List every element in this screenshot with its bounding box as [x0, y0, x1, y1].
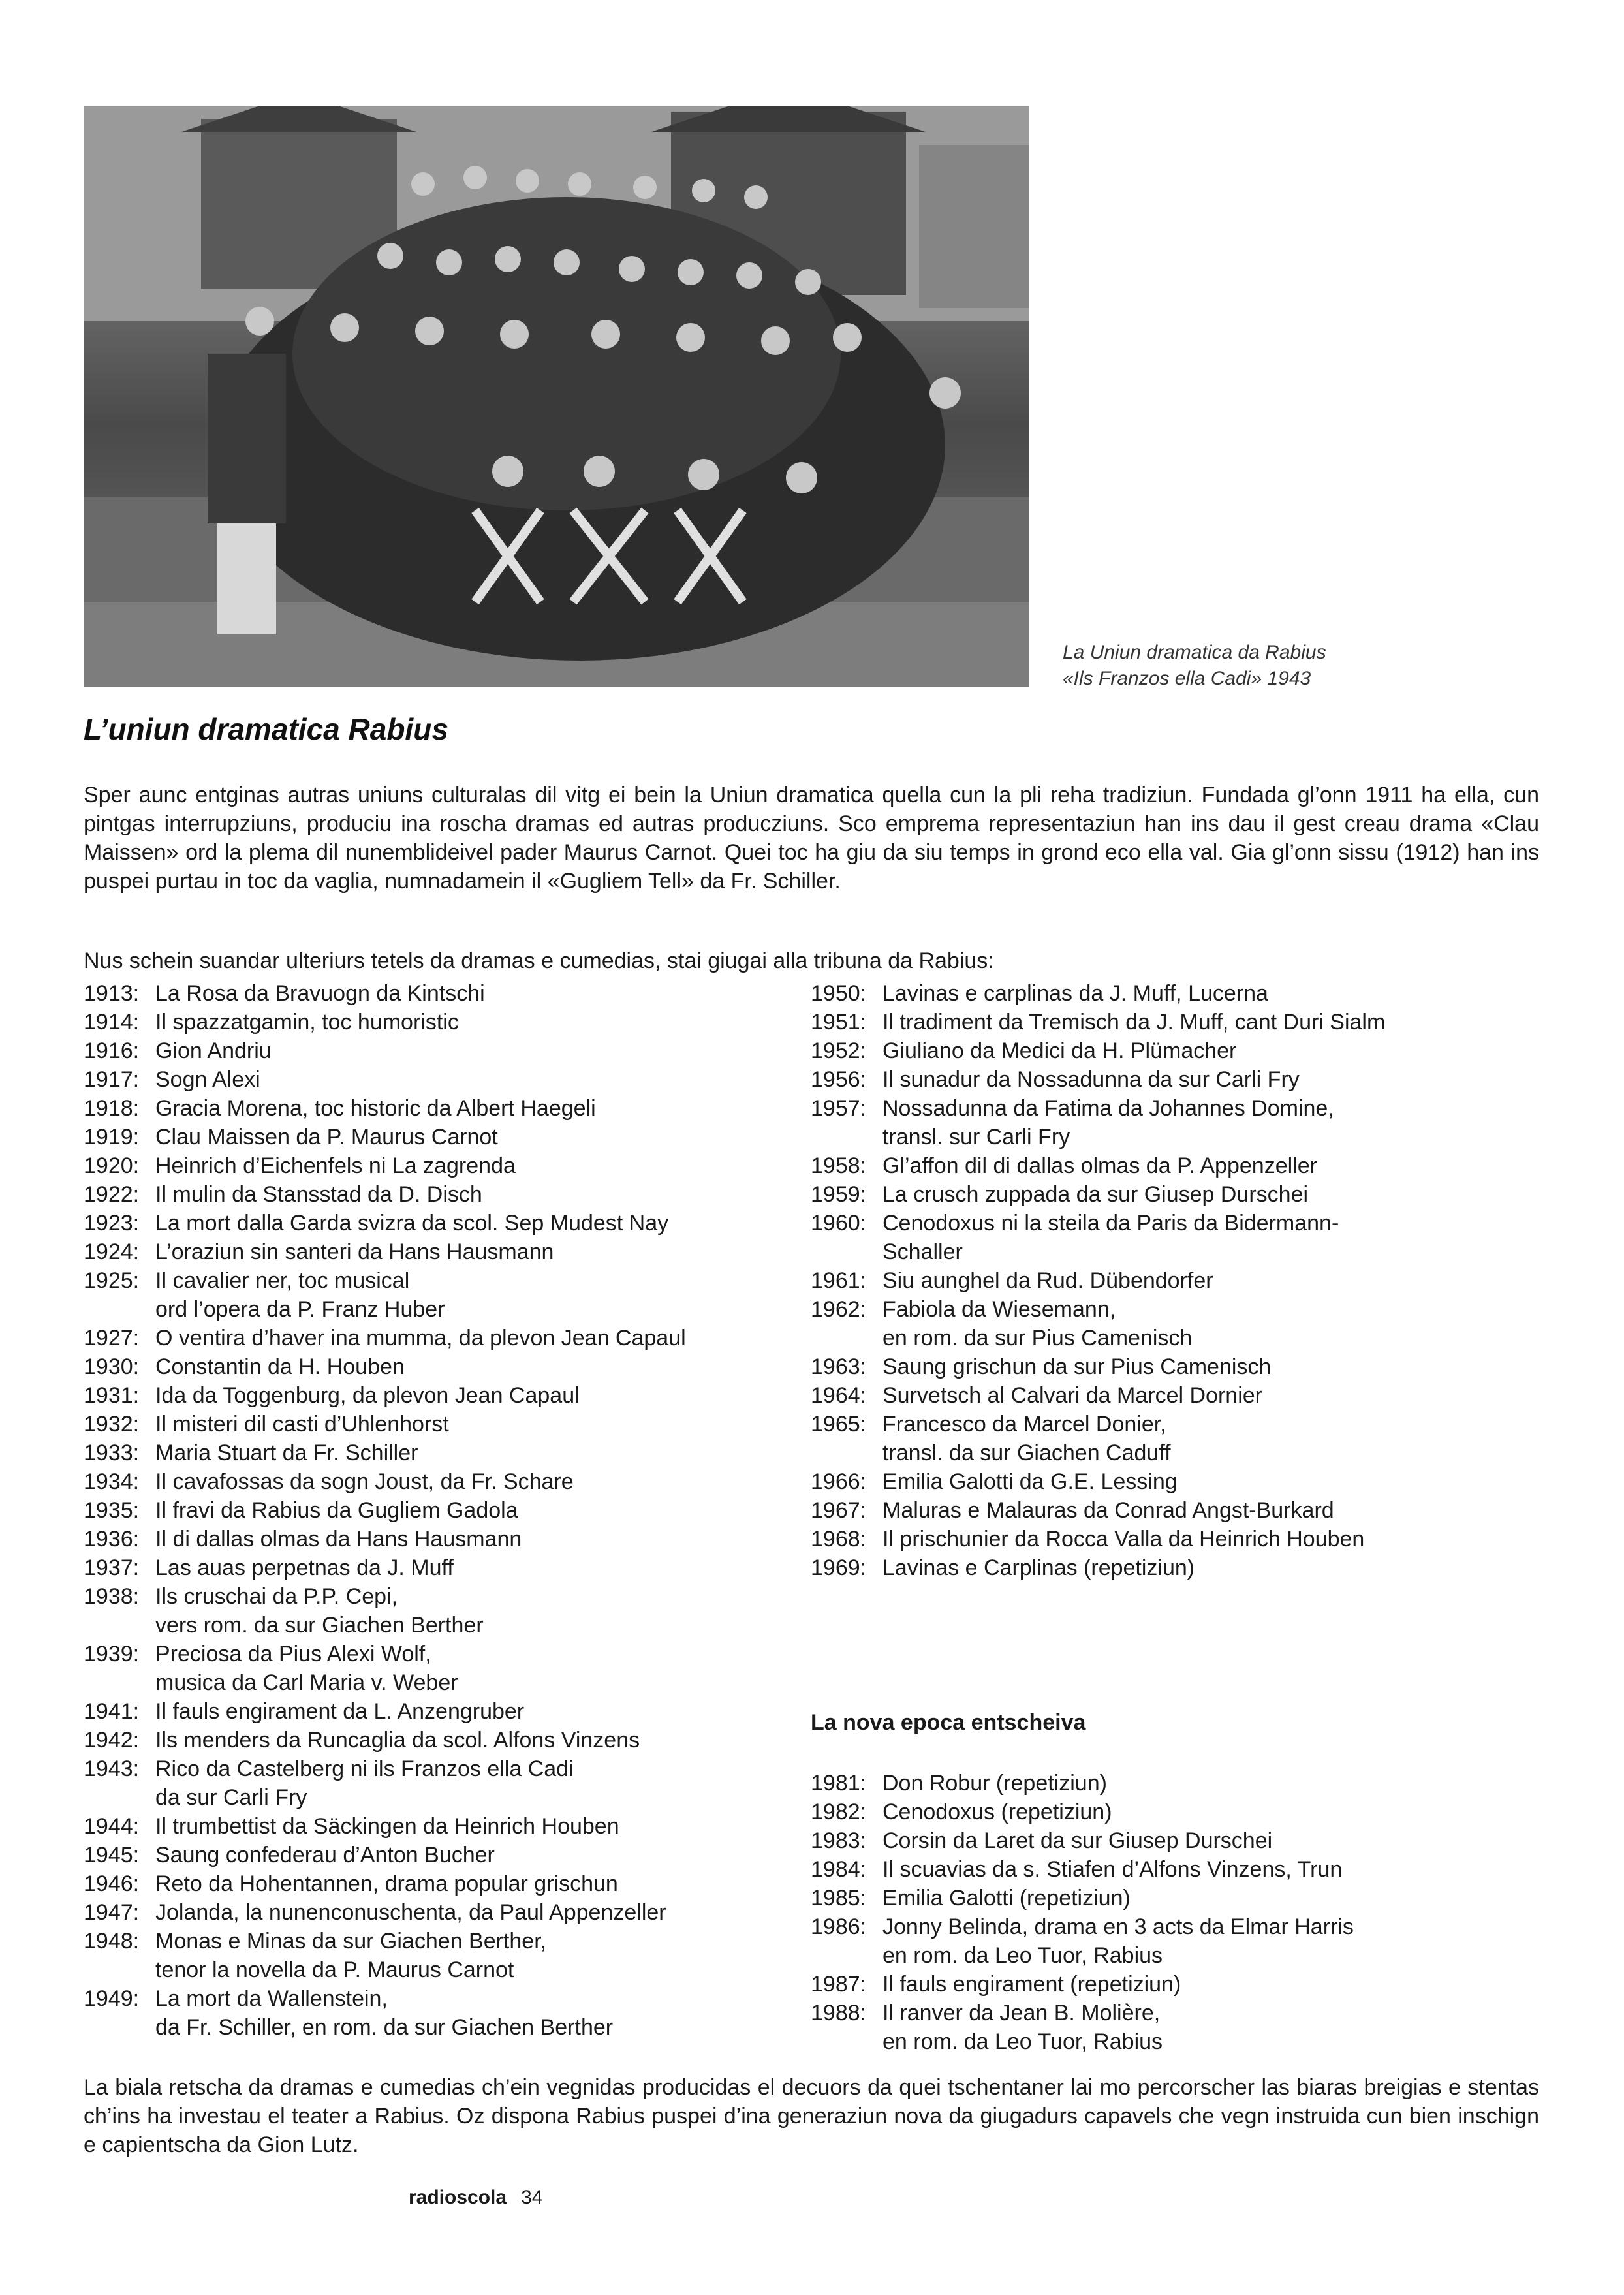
list-item [84, 1352, 795, 1381]
list-item-title [882, 1381, 1262, 1410]
list-item-line: Preciosa da Pius Alexi Wolf, [155, 1642, 431, 1666]
list-item-year: 1950: [811, 981, 867, 1006]
list-item-title [882, 1180, 1308, 1209]
list-item-line: Il fauls engirament (repetiziun) [882, 1972, 1181, 1997]
list-item-title [155, 1812, 619, 1841]
list-item-year: 1949: [84, 1986, 140, 2011]
list-item-line: Il cavafossas da sogn Joust, da Fr. Schare [155, 1469, 574, 1494]
list-item-year: 1963: [811, 1354, 867, 1379]
list-item-line: Saung confederau d’Anton Bucher [155, 1843, 495, 1867]
list-item-title [155, 1410, 449, 1439]
list-item-line: transl. da sur Giachen Caduff [882, 1441, 1171, 1465]
list-item-line: Ida da Toggenburg, da plevon Jean Capaul [155, 1383, 580, 1408]
list-item-line: transl. sur Carli Fry [882, 1125, 1070, 1149]
list-item-title [155, 1640, 458, 1697]
list-item-year: 1951: [811, 1010, 867, 1035]
new-era-heading: La nova epoca entscheiva [811, 1710, 1086, 1735]
list-item-title [155, 1726, 640, 1755]
list-item [84, 1151, 795, 1180]
list-item-title [882, 1295, 1192, 1352]
list-item-year: 1927: [84, 1326, 140, 1350]
list-item-year: 1959: [811, 1182, 867, 1207]
list-item-line: Giuliano da Medici da H. Plümacher [882, 1038, 1237, 1063]
list-item-line: Las auas perpetnas da J. Muff [155, 1555, 454, 1580]
intro-lead-in: Nus schein suandar ulteriurs tetels da dramas e cumedias, stai giugai alla tribuna da Rabius: [84, 948, 994, 973]
list-item-title [155, 1065, 260, 1094]
list-item [84, 1209, 795, 1238]
list-item-line: Il prischunier da Rocca Valla da Heinrich Houben [882, 1527, 1365, 1552]
list-item-line: Rico da Castelberg ni ils Franzos ella Cadi [155, 1756, 574, 1781]
list-item [811, 1553, 1561, 1582]
list-item-title [882, 1553, 1195, 1582]
list-item-year: 1969: [811, 1555, 867, 1580]
list-item-line: da sur Carli Fry [155, 1785, 307, 1810]
list-item [84, 1123, 795, 1151]
list-item [811, 1266, 1561, 1295]
list-item-line: en rom. da Leo Tuor, Rabius [882, 1943, 1163, 1968]
list-item-year: 1934: [84, 1469, 140, 1494]
list-item [811, 1884, 1561, 1912]
list-item-line: Nossadunna da Fatima da Johannes Domine, [882, 1096, 1334, 1121]
list-item [84, 1984, 795, 2042]
list-item-year: 1935: [84, 1498, 140, 1523]
list-item-year: 1933: [84, 1441, 140, 1465]
intro-paragraph: Sper aunc entginas autras uniuns culturalas dil vitg ei bein la Uniun dramatica quella cun la pli reha tradiziun. Fundada gl’onn 1911 ha ella, cun pintgas interrupziuns, produciu ina roscha dramas ed autras producziuns. Sco emprema representaziun han ins dau il gest creau drama «Clau Maissen» ord la plema dil nunemblideivel pader Maurus Carnot. Quei toc ha giu da siu temps in grond eco ella val. Gia gl’onn sissu (1912) han ins puspei purtau in toc da vaglia, numnadamein il «Gugliem Tell» da Fr. Schiller. [84, 783, 1539, 894]
list-item-title [155, 1439, 418, 1467]
list-item-year: 1965: [811, 1412, 867, 1437]
list-item-year: 1988: [811, 2001, 867, 2025]
list-item-line: tenor la novella da P. Maurus Carnot [155, 1958, 514, 1982]
list-item-title [155, 1553, 454, 1582]
list-item-year: 1961: [811, 1268, 867, 1293]
list-item-title [155, 1467, 574, 1496]
list-item-line: Survetsch al Calvari da Marcel Dornier [882, 1383, 1262, 1408]
list-item-year: 1913: [84, 981, 140, 1006]
list-item-title [155, 1869, 618, 1898]
list-item [84, 1553, 795, 1582]
list-item-line: Il scuavias da s. Stiafen d’Alfons Vinzens, Trun [882, 1857, 1343, 1882]
list-item-line: Reto da Hohentannen, drama popular grischun [155, 1871, 618, 1896]
list-item-line: Cenodoxus (repetiziun) [882, 1800, 1112, 1824]
list-item [84, 1410, 795, 1439]
list-item-title [155, 1094, 596, 1123]
list-item-title [882, 1209, 1339, 1266]
list-item-year: 1914: [84, 1010, 140, 1035]
list-item-year: 1968: [811, 1527, 867, 1552]
footer-brand: radioscola [409, 2187, 507, 2208]
list-item-title [882, 1037, 1236, 1065]
list-item-line: Gion Andriu [155, 1038, 272, 1063]
list-item [811, 1410, 1561, 1467]
page-number: 34 [521, 2187, 543, 2208]
list-item-title [155, 1582, 484, 1640]
list-item-year: 1941: [84, 1699, 140, 1724]
list-item-line: Monas e Minas da sur Giachen Berther, [155, 1929, 547, 1954]
list-item [811, 1525, 1561, 1553]
list-item [84, 1755, 795, 1812]
list-item-title [155, 1525, 522, 1553]
list-item-title [155, 1123, 498, 1151]
list-item-line: Schaller [882, 1240, 963, 1264]
list-item-year: 1920: [84, 1153, 140, 1178]
list-item [811, 1381, 1561, 1410]
list-item-year: 1986: [811, 1914, 867, 1939]
list-item-line: Il fravi da Rabius da Gugliem Gadola [155, 1498, 518, 1523]
list-item-year: 1982: [811, 1800, 867, 1824]
list-item [84, 979, 795, 1008]
list-item-line: Constantin da H. Houben [155, 1354, 405, 1379]
list-item-year: 1958: [811, 1153, 867, 1178]
list-item-line: musica da Carl Maria v. Weber [155, 1670, 458, 1695]
list-item [84, 1008, 795, 1037]
list-item-line: en rom. da Leo Tuor, Rabius [882, 2029, 1163, 2054]
list-item-title [155, 1381, 580, 1410]
list-item [811, 1970, 1561, 1999]
list-item-line: Il mulin da Stansstad da D. Disch [155, 1182, 482, 1207]
list-item [811, 1295, 1561, 1352]
list-item [811, 1769, 1561, 1798]
plays-list-left [84, 979, 795, 2042]
list-item-title [882, 1999, 1163, 2056]
list-item-title [155, 1927, 546, 1984]
list-item-line: Gl’affon dil di dallas olmas da P. Appenzeller [882, 1153, 1317, 1178]
list-item-year: 1987: [811, 1972, 867, 1997]
list-item-year: 1946: [84, 1871, 140, 1896]
list-item [811, 1094, 1561, 1151]
list-item-year: 1919: [84, 1125, 140, 1149]
list-item-title [155, 1496, 518, 1525]
list-item-line: Clau Maissen da P. Maurus Carnot [155, 1125, 498, 1149]
list-item-line: Siu aunghel da Rud. Dübendorfer [882, 1268, 1213, 1293]
list-item-title [882, 1065, 1300, 1094]
list-item-line: Sogn Alexi [155, 1067, 260, 1092]
list-item-title [155, 1324, 686, 1352]
list-item-title [155, 1266, 445, 1324]
list-item-title [882, 1826, 1272, 1855]
list-item-title [882, 1798, 1112, 1826]
list-item [84, 1324, 795, 1352]
list-item-line: La Rosa da Bravuogn da Kintschi [155, 981, 485, 1006]
list-item-title [882, 1769, 1107, 1798]
list-item-year: 1960: [811, 1211, 867, 1236]
list-item [84, 1439, 795, 1467]
list-item [811, 979, 1561, 1008]
list-item [84, 1094, 795, 1123]
list-item-title [882, 1855, 1342, 1884]
list-item-line: La mort dalla Garda svizra da scol. Sep Mudest Nay [155, 1211, 669, 1236]
group-photo-illustration [84, 106, 1029, 687]
list-item-year: 1917: [84, 1067, 140, 1092]
list-item-year: 1942: [84, 1728, 140, 1753]
plays-list-right [811, 979, 1561, 1582]
list-item [811, 1352, 1561, 1381]
list-item-title [882, 1496, 1334, 1525]
list-item [84, 1927, 795, 1984]
list-item-line: Il ranver da Jean B. Molière, [882, 2001, 1161, 2025]
list-item-line: Jolanda, la nunenconuschenta, da Paul Appenzeller [155, 1900, 666, 1925]
list-item-year: 1966: [811, 1469, 867, 1494]
list-item-line: Ils cruschai da P.P. Cepi, [155, 1584, 398, 1609]
list-item-title [882, 1970, 1181, 1999]
list-item-title [882, 1410, 1171, 1467]
list-item-year: 1932: [84, 1412, 140, 1437]
list-item-line: Il cavalier ner, toc musical [155, 1268, 410, 1293]
page-footer [409, 2187, 542, 2209]
list-item [84, 1726, 795, 1755]
list-item-year: 1916: [84, 1038, 140, 1063]
list-item-title [882, 1467, 1178, 1496]
list-item [811, 1008, 1561, 1037]
list-item-line: Francesco da Marcel Donier, [882, 1412, 1166, 1437]
list-item-line: Il misteri dil casti d’Uhlenhorst [155, 1412, 449, 1437]
list-item-year: 1918: [84, 1096, 140, 1121]
list-item-line: Gracia Morena, toc historic da Albert Haegeli [155, 1096, 596, 1121]
list-item-year: 1964: [811, 1383, 867, 1408]
list-item-year: 1952: [811, 1038, 867, 1063]
list-item-year: 1983: [811, 1828, 867, 1853]
list-item-year: 1922: [84, 1182, 140, 1207]
list-item [84, 1381, 795, 1410]
list-item-year: 1943: [84, 1756, 140, 1781]
list-item [84, 1238, 795, 1266]
list-item-line: Ils menders da Runcaglia da scol. Alfons Vinzens [155, 1728, 640, 1753]
list-item [811, 1798, 1561, 1826]
list-item-line: L’oraziun sin santeri da Hans Hausmann [155, 1240, 554, 1264]
group-photo [84, 106, 1029, 687]
list-item-title [882, 1884, 1131, 1912]
list-item-title [155, 1352, 405, 1381]
list-item-line: Il fauls engirament da L. Anzengruber [155, 1699, 525, 1724]
list-item-title [882, 1352, 1271, 1381]
list-item-year: 1945: [84, 1843, 140, 1867]
list-item-line: Saung grischun da sur Pius Camenisch [882, 1354, 1272, 1379]
list-item [811, 1151, 1561, 1180]
list-item-line: da Fr. Schiller, en rom. da sur Giachen Berther [155, 2015, 614, 2040]
list-item-year: 1948: [84, 1929, 140, 1954]
list-item-title [882, 1094, 1334, 1151]
list-item [84, 1582, 795, 1640]
list-item-title [882, 1151, 1317, 1180]
list-item-year: 1962: [811, 1297, 867, 1322]
list-item-year: 1925: [84, 1268, 140, 1293]
list-item-title [155, 1984, 613, 2042]
list-item [811, 1467, 1561, 1496]
list-item-title [155, 1180, 482, 1209]
list-item-line: Emilia Galotti da G.E. Lessing [882, 1469, 1178, 1494]
list-item-title [155, 1008, 459, 1037]
plays-list-new-era [811, 1769, 1561, 2056]
list-item [811, 1999, 1561, 2056]
list-item-title [882, 1008, 1385, 1037]
list-item-year: 1944: [84, 1814, 140, 1839]
list-item-title [155, 1037, 272, 1065]
list-item-line: Jonny Belinda, drama en 3 acts da Elmar Harris [882, 1914, 1354, 1939]
list-item-line: ord l’opera da P. Franz Huber [155, 1297, 445, 1322]
list-item-year: 1985: [811, 1886, 867, 1911]
list-item-line: Cenodoxus ni la steila da Paris da Bidermann- [882, 1211, 1339, 1236]
list-item [811, 1209, 1561, 1266]
list-item [84, 1898, 795, 1927]
list-item-year: 1957: [811, 1096, 867, 1121]
photo-caption [1063, 640, 1402, 692]
list-item [84, 1065, 795, 1094]
list-item-line: Heinrich d’Eichenfels ni La zagrenda [155, 1153, 516, 1178]
list-item-title [155, 1238, 554, 1266]
list-item [811, 1855, 1561, 1884]
list-item-year: 1936: [84, 1527, 140, 1552]
list-item [84, 1467, 795, 1496]
list-item-line: Il spazzatgamin, toc humoristic [155, 1010, 459, 1035]
list-item [84, 1525, 795, 1553]
article-title: L’uniun dramatica Rabius [84, 712, 448, 746]
list-item-line: Il trumbettist da Säckingen da Heinrich Houben [155, 1814, 619, 1839]
list-item [811, 1826, 1561, 1855]
list-item [84, 1841, 795, 1869]
list-item-line: vers rom. da sur Giachen Berther [155, 1613, 484, 1638]
list-item-line: Il tradiment da Tremisch da J. Muff, cant Duri Sialm [882, 1010, 1386, 1035]
list-item [811, 1180, 1561, 1209]
list-item-title [155, 1898, 666, 1927]
list-item-line: La crusch zuppada da sur Giusep Durschei [882, 1182, 1309, 1207]
closing-paragraph: La biala retscha da dramas e cumedias ch’ein vegnidas producidas el decuors da quei tschentaner lai mo percorscher las biaras breigias e stentas ch’ins ha investau el teater a Rabius. Oz dispona Rabius puspei d’ina generaziun nova da giugadurs capavels che vegn instruida cun bien inschign e capientscha da Gion Lutz. [84, 2075, 1539, 2157]
list-item-year: 1937: [84, 1555, 140, 1580]
list-item-line: Lavinas e carplinas da J. Muff, Lucerna [882, 981, 1268, 1006]
list-item [84, 1697, 795, 1726]
list-item [811, 1496, 1561, 1525]
list-item-year: 1939: [84, 1642, 140, 1666]
list-item [84, 1180, 795, 1209]
photo-caption-line: La Uniun dramatica da Rabius [1063, 642, 1326, 663]
list-item-year: 1923: [84, 1211, 140, 1236]
photo-caption-line: «Ils Franzos ella Cadi» 1943 [1063, 668, 1311, 689]
list-item [811, 1912, 1561, 1970]
list-item-title [155, 1755, 574, 1812]
list-item [84, 1496, 795, 1525]
list-item-title [882, 979, 1268, 1008]
list-item-title [882, 1525, 1364, 1553]
list-item-year: 1981: [811, 1771, 867, 1796]
list-item-line: Emilia Galotti (repetiziun) [882, 1886, 1131, 1911]
list-item-line: Lavinas e Carplinas (repetiziun) [882, 1555, 1195, 1580]
list-item-title [155, 1841, 495, 1869]
list-item-line: La mort da Wallenstein, [155, 1986, 388, 2011]
list-item-title [882, 1912, 1354, 1970]
list-item-line: Maluras e Malauras da Conrad Angst-Burkard [882, 1498, 1334, 1523]
list-item-year: 1956: [811, 1067, 867, 1092]
list-item-line: Corsin da Laret da sur Giusep Durschei [882, 1828, 1273, 1853]
list-item-line: O ventira d’haver ina mumma, da plevon Jean Capaul [155, 1326, 686, 1350]
list-item-year: 1930: [84, 1354, 140, 1379]
list-item [84, 1869, 795, 1898]
list-item [811, 1037, 1561, 1065]
list-item-year: 1947: [84, 1900, 140, 1925]
list-item [84, 1037, 795, 1065]
list-item-year: 1967: [811, 1498, 867, 1523]
list-item-title [155, 1209, 668, 1238]
list-item [84, 1812, 795, 1841]
list-item-year: 1931: [84, 1383, 140, 1408]
list-item-line: Il sunadur da Nossadunna da sur Carli Fry [882, 1067, 1300, 1092]
list-item-title [155, 1151, 516, 1180]
list-item-line: Don Robur (repetiziun) [882, 1771, 1107, 1796]
list-item-line: Fabiola da Wiesemann, [882, 1297, 1116, 1322]
list-item-year: 1984: [811, 1857, 867, 1882]
list-item-year: 1924: [84, 1240, 140, 1264]
list-item-year: 1938: [84, 1584, 140, 1609]
list-item-line: Maria Stuart da Fr. Schiller [155, 1441, 418, 1465]
list-item [84, 1640, 795, 1697]
list-item-title [882, 1266, 1213, 1295]
list-item [84, 1266, 795, 1324]
list-item-title [155, 979, 485, 1008]
list-item-line: Il di dallas olmas da Hans Hausmann [155, 1527, 522, 1552]
list-item-title [155, 1697, 524, 1726]
list-item-line: en rom. da sur Pius Camenisch [882, 1326, 1193, 1350]
list-item [811, 1065, 1561, 1094]
